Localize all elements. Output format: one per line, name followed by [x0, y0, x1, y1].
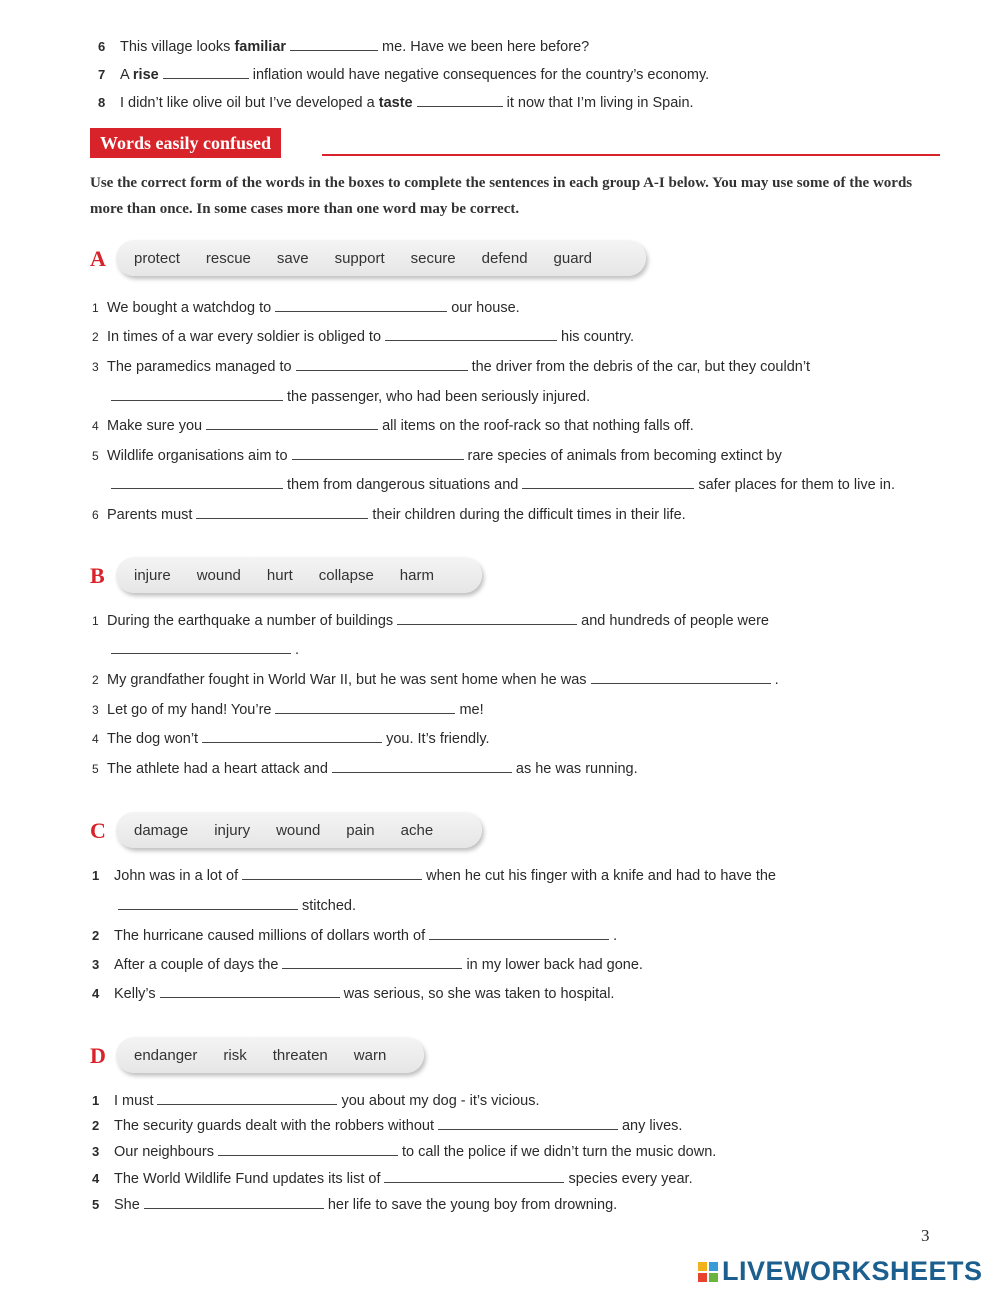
- item-text: After a couple of days the: [114, 957, 279, 973]
- answer-blank[interactable]: [397, 612, 577, 625]
- word-box-b: [116, 557, 482, 593]
- word-box-a: [116, 240, 646, 276]
- answer-blank[interactable]: [275, 701, 455, 714]
- answer-blank[interactable]: [275, 299, 447, 312]
- d-line-3: [92, 1143, 716, 1161]
- word-option: collapse: [318, 566, 374, 584]
- item-keyword: rise: [132, 67, 159, 83]
- word-option: endanger: [134, 1046, 198, 1064]
- item-number: 2: [92, 673, 99, 687]
- a-line-6: [92, 506, 686, 524]
- item-number: 4: [92, 1171, 100, 1186]
- item-text: our house.: [451, 300, 520, 316]
- logo-text: LIVEWORKSHEETS: [722, 1256, 983, 1286]
- word-option: save: [276, 249, 309, 267]
- item-text: safer places for them to live in.: [698, 477, 895, 493]
- item-text: Make sure you: [107, 418, 203, 434]
- answer-blank[interactable]: [160, 985, 340, 998]
- answer-blank[interactable]: [111, 641, 291, 654]
- answer-blank[interactable]: [163, 66, 249, 79]
- answer-blank[interactable]: [296, 358, 468, 371]
- item-text: it now that I’m living in Spain.: [506, 95, 694, 111]
- item-text: species every year.: [568, 1171, 693, 1187]
- word-option: guard: [553, 249, 592, 267]
- item-number: 5: [92, 762, 99, 776]
- answer-blank[interactable]: [282, 956, 462, 969]
- word-option: rescue: [205, 249, 251, 267]
- answer-blank[interactable]: [292, 447, 464, 460]
- a-line-4: [92, 417, 694, 435]
- answer-blank[interactable]: [218, 1143, 398, 1156]
- item-text: me. Have we been here before?: [382, 39, 590, 55]
- section-letter-c: C: [90, 818, 106, 843]
- liveworksheets-logo-icon: [698, 1262, 718, 1282]
- word-option: defend: [481, 249, 528, 267]
- word-option: wound: [276, 821, 321, 839]
- liveworksheets-logo[interactable]: [698, 1256, 983, 1287]
- b-line-3: [92, 701, 484, 719]
- c-line-4: [92, 985, 614, 1003]
- item-text: Our neighbours: [114, 1144, 214, 1160]
- item-text: the passenger, who had been seriously injured.: [287, 389, 591, 405]
- answer-blank[interactable]: [384, 1170, 564, 1183]
- answer-blank[interactable]: [438, 1117, 618, 1130]
- item-text: The dog won’t: [107, 731, 199, 747]
- item-number: 1: [92, 614, 99, 628]
- item-text: I didn’t like olive oil but I’ve developed a: [120, 95, 375, 111]
- page-number: 3: [921, 1226, 930, 1245]
- item-number: 1: [92, 868, 100, 883]
- top-item-7: [98, 66, 709, 84]
- answer-blank[interactable]: [157, 1092, 337, 1105]
- section-letter-a: A: [90, 246, 106, 271]
- a-line-5-cont: [92, 476, 895, 494]
- item-text: The security guards dealt with the robbers without: [114, 1118, 434, 1134]
- item-number: 3: [92, 957, 100, 972]
- answer-blank[interactable]: [332, 760, 512, 773]
- item-number: 2: [92, 1118, 100, 1133]
- item-number: 3: [92, 360, 99, 374]
- b-line-1: [92, 612, 769, 630]
- item-text: when he cut his finger with a knife and had to have the: [426, 868, 776, 884]
- answer-blank[interactable]: [591, 671, 771, 684]
- b-line-4: [92, 730, 490, 748]
- item-text: in my lower back had gone.: [466, 957, 643, 973]
- item-text: .: [613, 928, 618, 944]
- item-number: 3: [92, 703, 99, 717]
- item-text: to call the police if we didn’t turn the music down.: [401, 1144, 717, 1160]
- c-line-3: [92, 956, 643, 974]
- item-text: John was in a lot of: [114, 868, 239, 884]
- item-number: 5: [92, 1197, 100, 1212]
- item-text: My grandfather fought in World War II, but he was sent home when he was: [107, 672, 587, 688]
- answer-blank[interactable]: [206, 417, 378, 430]
- item-text: stitched.: [302, 898, 356, 914]
- item-number: 6: [98, 39, 106, 54]
- a-line-5: [92, 447, 782, 465]
- answer-blank[interactable]: [118, 897, 298, 910]
- word-box-c: [116, 812, 482, 848]
- item-text: Parents must: [107, 507, 193, 523]
- c-line-1-cont: [92, 897, 356, 915]
- item-text: them from dangerous situations and: [287, 477, 519, 493]
- word-option: harm: [399, 566, 434, 584]
- d-line-4: [92, 1170, 693, 1188]
- d-line-1: [92, 1092, 539, 1110]
- a-line-1: [92, 299, 520, 317]
- item-text: Kelly’s: [114, 986, 156, 1002]
- b-line-1-cont: [92, 641, 299, 659]
- item-text: She: [114, 1197, 140, 1213]
- top-item-8: [98, 94, 694, 112]
- c-line-1: [92, 867, 776, 885]
- item-number: 1: [92, 1093, 100, 1108]
- item-text: their children during the difficult times in their life.: [372, 507, 686, 523]
- item-number: 6: [92, 508, 99, 522]
- item-text: all items on the roof-rack so that nothing falls off.: [382, 418, 694, 434]
- a-line-3: [92, 358, 810, 376]
- item-number: 3: [92, 1144, 100, 1159]
- section-banner: Words easily confused: [90, 128, 281, 158]
- answer-blank[interactable]: [385, 328, 557, 341]
- item-number: 2: [92, 330, 99, 344]
- d-line-5: [92, 1196, 617, 1214]
- item-number: 5: [92, 449, 99, 463]
- a-line-2: [92, 328, 634, 346]
- b-line-5: [92, 760, 638, 778]
- item-text: This village looks: [120, 39, 231, 55]
- item-text: During the earthquake a number of buildings: [107, 613, 394, 629]
- item-text: rare species of animals from becoming extinct by: [467, 448, 782, 464]
- item-keyword: taste: [378, 95, 413, 111]
- item-number: 4: [92, 986, 100, 1001]
- item-text: was serious, so she was taken to hospital.: [343, 986, 615, 1002]
- answer-blank[interactable]: [429, 927, 609, 940]
- instructions: Use the correct form of the words in the boxes to complete the sentences in each group A-I below. You may use some of the words more than once. In some cases more than one word may be correct.: [90, 175, 913, 217]
- word-option: ache: [400, 821, 434, 839]
- top-item-6: [98, 38, 589, 56]
- item-text: .: [295, 642, 300, 658]
- item-number: 2: [92, 928, 100, 943]
- item-text: her life to save the young boy from drowning.: [327, 1197, 618, 1213]
- item-text: We bought a watchdog to: [107, 300, 272, 316]
- item-text: any lives.: [621, 1118, 683, 1134]
- item-text: you about my dog - it’s vicious.: [341, 1093, 540, 1109]
- answer-blank[interactable]: [196, 506, 368, 519]
- word-option: support: [334, 249, 385, 267]
- word-option: warn: [353, 1046, 387, 1064]
- word-option: damage: [134, 821, 189, 839]
- item-text: The athlete had a heart attack and: [107, 761, 328, 777]
- a-line-3-cont: [92, 388, 590, 406]
- word-box-d: [116, 1037, 424, 1073]
- word-option: wound: [196, 566, 241, 584]
- word-option: injury: [214, 821, 251, 839]
- item-text: you. It’s friendly.: [386, 731, 490, 747]
- item-text: .: [774, 672, 779, 688]
- item-text: The hurricane caused millions of dollars worth of: [114, 928, 426, 944]
- word-option: protect: [134, 249, 180, 267]
- item-text: inflation would have negative consequences for the country’s economy.: [252, 67, 710, 83]
- item-number: 8: [98, 95, 106, 110]
- item-text: as he was running.: [515, 761, 638, 777]
- item-text: his country.: [561, 329, 635, 345]
- answer-blank[interactable]: [202, 730, 382, 743]
- item-text: me!: [459, 702, 484, 718]
- banner-rule: [322, 154, 940, 156]
- answer-blank[interactable]: [417, 94, 503, 107]
- word-option: risk: [223, 1046, 247, 1064]
- word-option: injure: [134, 566, 171, 584]
- item-text: the driver from the debris of the car, but they couldn’t: [471, 359, 811, 375]
- answer-blank[interactable]: [290, 38, 378, 51]
- item-number: 1: [92, 301, 99, 315]
- item-text: Wildlife organisations aim to: [107, 448, 288, 464]
- answer-blank[interactable]: [111, 388, 283, 401]
- section-letter-b: B: [90, 563, 105, 588]
- answer-blank[interactable]: [144, 1196, 324, 1209]
- item-number: 7: [98, 67, 106, 82]
- item-text: The paramedics managed to: [107, 359, 292, 375]
- word-option: secure: [410, 249, 456, 267]
- item-text: The World Wildlife Fund updates its list of: [114, 1171, 381, 1187]
- item-text: A: [120, 67, 129, 83]
- item-text: Let go of my hand! You’re: [107, 702, 272, 718]
- item-keyword: familiar: [234, 39, 287, 55]
- word-option: pain: [346, 821, 375, 839]
- word-option: threaten: [272, 1046, 328, 1064]
- item-text: In times of a war every soldier is obliged to: [107, 329, 382, 345]
- d-line-2: [92, 1117, 682, 1135]
- section-letter-d: D: [90, 1043, 106, 1068]
- item-text: and hundreds of people were: [581, 613, 769, 629]
- answer-blank[interactable]: [111, 476, 283, 489]
- item-text: I must: [114, 1093, 154, 1109]
- c-line-2: [92, 927, 617, 945]
- item-number: 4: [92, 732, 99, 746]
- answer-blank[interactable]: [242, 867, 422, 880]
- b-line-2: [92, 671, 779, 689]
- item-number: 4: [92, 419, 99, 433]
- answer-blank[interactable]: [522, 476, 694, 489]
- word-option: hurt: [266, 566, 293, 584]
